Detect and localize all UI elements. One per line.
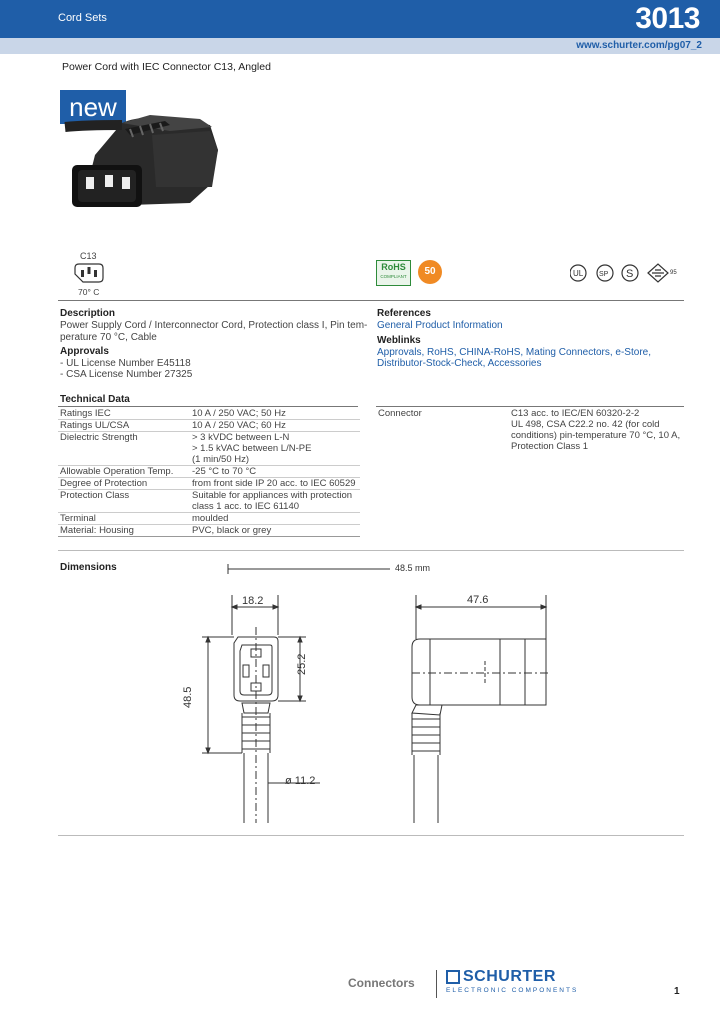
- url-bar: [0, 38, 720, 54]
- table-row: [58, 513, 360, 525]
- csa-mark-icon: [597, 265, 613, 281]
- china-rohs-logo: 50: [418, 260, 442, 284]
- connector-value-line: C13 acc. to IEC/EN 60320-2-2: [511, 408, 640, 419]
- row-value: Suitable for appliances with protection: [192, 490, 353, 501]
- table-row: [58, 432, 360, 466]
- row-label: Terminal: [60, 513, 96, 524]
- tech-rule-right: [376, 406, 684, 407]
- header-bar: [0, 0, 720, 38]
- approval-year: 95: [670, 270, 677, 276]
- technical-table: [58, 408, 360, 537]
- row-value: class 1 acc. to IEC 61140: [192, 501, 300, 512]
- rohs-logo: [376, 260, 411, 286]
- row-value: from front side IP 20 acc. to IEC 60529: [192, 478, 356, 489]
- approval-marks: [570, 262, 680, 284]
- weblinks-line2[interactable]: Distributor-Stock-Check, Accessories: [377, 358, 542, 369]
- cable-diameter-label: ø 11.2: [285, 775, 316, 787]
- row-label: Degree of Protection: [60, 478, 148, 489]
- row-value: 10 A / 250 VAC; 50 Hz: [192, 408, 286, 419]
- divider: [58, 300, 684, 301]
- connector-value-line: Protection Class 1: [511, 441, 589, 452]
- brand-sub: ELECTRONIC COMPONENTS: [446, 987, 579, 994]
- technical-heading: Technical Data: [60, 394, 130, 405]
- divider: [58, 550, 684, 551]
- side-length-label: 47.6: [467, 594, 489, 606]
- page-number: 1: [674, 986, 680, 997]
- row-value: 10 A / 250 VAC; 60 Hz: [192, 420, 286, 431]
- product-number: 3013: [635, 2, 700, 35]
- weblinks-heading: Weblinks: [377, 335, 421, 346]
- brand-name: SCHURTER: [463, 968, 556, 985]
- total-length-label: 48.5 mm: [395, 563, 431, 573]
- references-heading: References: [377, 308, 431, 319]
- row-label: Protection Class: [60, 490, 130, 501]
- footer-category: Connectors: [348, 976, 415, 990]
- approval-item: - CSA License Number 27325: [60, 369, 193, 380]
- semko-mark-icon: [622, 265, 638, 281]
- svg-text:S: S: [626, 268, 634, 280]
- connector-label: Connector: [378, 408, 422, 419]
- table-row: [58, 490, 360, 513]
- connector-value: [511, 408, 680, 452]
- description-line1: Power Supply Cord / Interconnector Cord, Protection class I, Pin tem-: [60, 320, 368, 331]
- row-value: moulded: [192, 513, 229, 524]
- table-row: [58, 420, 360, 432]
- row-value: -25 °C to 70 °C: [192, 466, 257, 477]
- c13-temp: 70° C: [78, 287, 100, 297]
- schurter-logo: [446, 968, 578, 994]
- table-row: [58, 478, 360, 490]
- approval-item: - UL License Number E45118: [60, 358, 191, 369]
- row-value: > 3 kVDC between L-N: [192, 432, 290, 443]
- rohs-sub: COMPLIANT: [380, 274, 407, 279]
- weblinks-line1[interactable]: Approvals, RoHS, CHINA-RoHS, Mating Connectors, e-Store,: [377, 347, 651, 358]
- row-value: (1 min/50 Hz): [192, 454, 250, 465]
- table-row: [58, 525, 360, 537]
- table-row: [58, 466, 360, 478]
- connector-value-line: UL 498, CSA C22.2 no. 42 (for cold: [511, 419, 660, 430]
- product-title: Power Cord with IEC Connector C13, Angled: [62, 61, 271, 73]
- section-title: Cord Sets: [58, 12, 107, 24]
- row-label: Material: Housing: [60, 525, 134, 536]
- width-label: 18.2: [242, 595, 264, 607]
- schurter-logo-icon: [446, 970, 460, 984]
- row-label: Dielectric Strength: [60, 432, 138, 443]
- footer-divider: [436, 970, 437, 998]
- face-height-label: 25.2: [296, 653, 308, 675]
- row-label: Allowable Operation Temp.: [60, 466, 174, 477]
- dimensions-heading: Dimensions: [60, 562, 117, 573]
- vde-mark-icon: [648, 264, 668, 282]
- table-row: [58, 408, 360, 420]
- svg-text:UL: UL: [573, 269, 584, 278]
- c13-label: C13: [80, 251, 97, 261]
- approvals-heading: Approvals: [60, 346, 109, 357]
- c13-outlet-icon: [73, 262, 105, 284]
- height-label: 48.5: [182, 686, 194, 708]
- row-value: > 1.5 kVAC between L/N-PE: [192, 443, 312, 454]
- description-line2: perature 70 °C, Cable: [60, 332, 157, 343]
- ul-mark-icon: [570, 265, 586, 281]
- general-info-link[interactable]: General Product Information: [377, 320, 503, 331]
- divider: [58, 835, 684, 836]
- product-url-link[interactable]: www.schurter.com/pg07_2: [576, 40, 702, 51]
- product-photo: [60, 95, 230, 225]
- connector-value-line: conditions) pin-temperature 70 °C, 10 A,: [511, 430, 681, 441]
- row-label: Ratings UL/CSA: [60, 420, 130, 431]
- svg-text:SP: SP: [599, 271, 609, 278]
- description-heading: Description: [60, 308, 116, 319]
- row-label: Ratings IEC: [60, 408, 111, 419]
- tech-rule: [58, 406, 358, 407]
- new-badge: new: [60, 90, 126, 124]
- row-value: PVC, black or grey: [192, 525, 272, 536]
- rohs-label: RoHS: [381, 262, 406, 272]
